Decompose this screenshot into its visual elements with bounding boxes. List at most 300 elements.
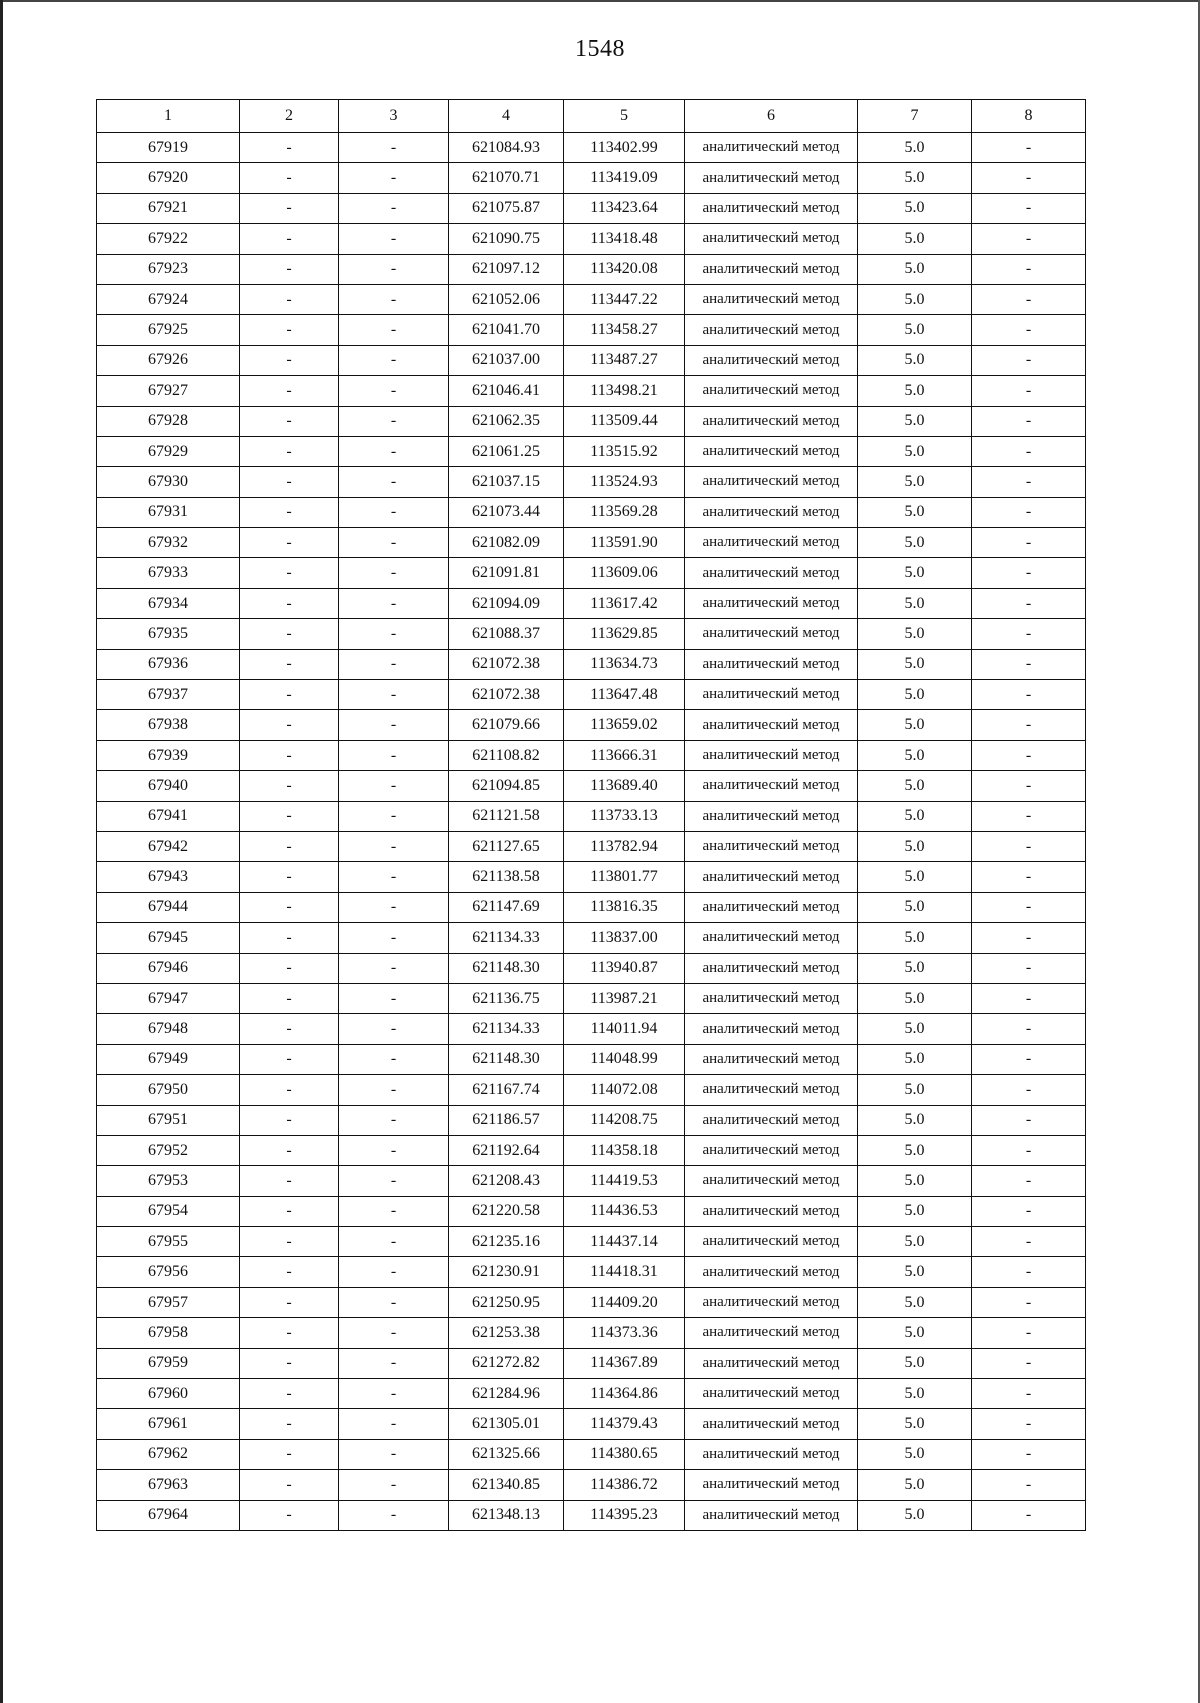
col8-cell: -	[972, 1439, 1086, 1469]
col3-cell: -	[339, 953, 449, 983]
col3-cell: -	[339, 133, 449, 163]
col2-cell: -	[240, 771, 339, 801]
col8-cell: -	[972, 1348, 1086, 1378]
col8-cell: -	[972, 1287, 1086, 1317]
table-row	[97, 376, 1086, 406]
x-coordinate-cell: 621235.16	[449, 1227, 564, 1257]
table-row	[97, 406, 1086, 436]
accuracy-cell: 5.0	[858, 224, 972, 254]
col3-cell: -	[339, 284, 449, 314]
col2-cell: -	[240, 983, 339, 1013]
y-coordinate-cell: 114373.36	[564, 1318, 685, 1348]
method-cell: аналитический метод	[685, 680, 858, 710]
accuracy-cell: 5.0	[858, 1044, 972, 1074]
col2-cell: -	[240, 345, 339, 375]
method-cell: аналитический метод	[685, 953, 858, 983]
col3-cell: -	[339, 649, 449, 679]
y-coordinate-cell: 114418.31	[564, 1257, 685, 1287]
col3-cell: -	[339, 740, 449, 770]
method-cell: аналитический метод	[685, 133, 858, 163]
table-row	[97, 345, 1086, 375]
x-coordinate-cell: 621272.82	[449, 1348, 564, 1378]
y-coordinate-cell: 114367.89	[564, 1348, 685, 1378]
col3-cell: -	[339, 588, 449, 618]
accuracy-cell: 5.0	[858, 1227, 972, 1257]
col3-cell: -	[339, 528, 449, 558]
col2-cell: -	[240, 284, 339, 314]
col3-cell: -	[339, 892, 449, 922]
col2-cell: -	[240, 315, 339, 345]
method-cell: аналитический метод	[685, 315, 858, 345]
column-header: 4	[449, 100, 564, 133]
col2-cell: -	[240, 801, 339, 831]
col3-cell: -	[339, 224, 449, 254]
col8-cell: -	[972, 983, 1086, 1013]
column-header: 2	[240, 100, 339, 133]
col2-cell: -	[240, 558, 339, 588]
point-number-cell: 67952	[97, 1135, 240, 1165]
col3-cell: -	[339, 467, 449, 497]
col8-cell: -	[972, 133, 1086, 163]
method-cell: аналитический метод	[685, 284, 858, 314]
accuracy-cell: 5.0	[858, 680, 972, 710]
method-cell: аналитический метод	[685, 376, 858, 406]
table-row	[97, 1318, 1086, 1348]
table-row	[97, 497, 1086, 527]
method-cell: аналитический метод	[685, 892, 858, 922]
col3-cell: -	[339, 1439, 449, 1469]
x-coordinate-cell: 621348.13	[449, 1500, 564, 1530]
col2-cell: -	[240, 831, 339, 861]
method-cell: аналитический метод	[685, 1287, 858, 1317]
table-row	[97, 1470, 1086, 1500]
col2-cell: -	[240, 1105, 339, 1135]
method-cell: аналитический метод	[685, 801, 858, 831]
point-number-cell: 67957	[97, 1287, 240, 1317]
method-cell: аналитический метод	[685, 1014, 858, 1044]
accuracy-cell: 5.0	[858, 649, 972, 679]
col2-cell: -	[240, 1470, 339, 1500]
col3-cell: -	[339, 1014, 449, 1044]
accuracy-cell: 5.0	[858, 133, 972, 163]
point-number-cell: 67943	[97, 862, 240, 892]
point-number-cell: 67964	[97, 1500, 240, 1530]
table-row	[97, 649, 1086, 679]
accuracy-cell: 5.0	[858, 1348, 972, 1378]
col8-cell: -	[972, 1257, 1086, 1287]
col3-cell: -	[339, 1227, 449, 1257]
col8-cell: -	[972, 528, 1086, 558]
y-coordinate-cell: 114011.94	[564, 1014, 685, 1044]
col3-cell: -	[339, 376, 449, 406]
method-cell: аналитический метод	[685, 1318, 858, 1348]
point-number-cell: 67919	[97, 133, 240, 163]
x-coordinate-cell: 621186.57	[449, 1105, 564, 1135]
col2-cell: -	[240, 649, 339, 679]
col8-cell: -	[972, 649, 1086, 679]
col3-cell: -	[339, 1257, 449, 1287]
y-coordinate-cell: 114437.14	[564, 1227, 685, 1257]
col8-cell: -	[972, 1196, 1086, 1226]
col3-cell: -	[339, 1379, 449, 1409]
x-coordinate-cell: 621148.30	[449, 953, 564, 983]
col8-cell: -	[972, 284, 1086, 314]
column-header: 8	[972, 100, 1086, 133]
accuracy-cell: 5.0	[858, 376, 972, 406]
method-cell: аналитический метод	[685, 1166, 858, 1196]
accuracy-cell: 5.0	[858, 1196, 972, 1226]
point-number-cell: 67951	[97, 1105, 240, 1135]
col3-cell: -	[339, 983, 449, 1013]
x-coordinate-cell: 621061.25	[449, 436, 564, 466]
col8-cell: -	[972, 1075, 1086, 1105]
accuracy-cell: 5.0	[858, 1166, 972, 1196]
y-coordinate-cell: 114395.23	[564, 1500, 685, 1530]
table-row	[97, 436, 1086, 466]
y-coordinate-cell: 113591.90	[564, 528, 685, 558]
x-coordinate-cell: 621147.69	[449, 892, 564, 922]
point-number-cell: 67948	[97, 1014, 240, 1044]
point-number-cell: 67929	[97, 436, 240, 466]
col3-cell: -	[339, 1075, 449, 1105]
col3-cell: -	[339, 1470, 449, 1500]
col8-cell: -	[972, 801, 1086, 831]
table-row	[97, 133, 1086, 163]
y-coordinate-cell: 113402.99	[564, 133, 685, 163]
accuracy-cell: 5.0	[858, 254, 972, 284]
y-coordinate-cell: 113629.85	[564, 619, 685, 649]
accuracy-cell: 5.0	[858, 892, 972, 922]
table-row	[97, 1166, 1086, 1196]
col3-cell: -	[339, 831, 449, 861]
table-row	[97, 528, 1086, 558]
table-row	[97, 892, 1086, 922]
col8-cell: -	[972, 497, 1086, 527]
col3-cell: -	[339, 193, 449, 223]
accuracy-cell: 5.0	[858, 771, 972, 801]
col8-cell: -	[972, 315, 1086, 345]
method-cell: аналитический метод	[685, 1257, 858, 1287]
table-row	[97, 193, 1086, 223]
point-number-cell: 67936	[97, 649, 240, 679]
table-row	[97, 1075, 1086, 1105]
x-coordinate-cell: 621108.82	[449, 740, 564, 770]
col8-cell: -	[972, 680, 1086, 710]
point-number-cell: 67926	[97, 345, 240, 375]
x-coordinate-cell: 621121.58	[449, 801, 564, 831]
col2-cell: -	[240, 1014, 339, 1044]
table-row	[97, 558, 1086, 588]
col8-cell: -	[972, 1409, 1086, 1439]
method-cell: аналитический метод	[685, 983, 858, 1013]
col3-cell: -	[339, 923, 449, 953]
col8-cell: -	[972, 953, 1086, 983]
table-row	[97, 801, 1086, 831]
col8-cell: -	[972, 1044, 1086, 1074]
col2-cell: -	[240, 406, 339, 436]
col8-cell: -	[972, 1014, 1086, 1044]
x-coordinate-cell: 621253.38	[449, 1318, 564, 1348]
y-coordinate-cell: 113423.64	[564, 193, 685, 223]
col2-cell: -	[240, 467, 339, 497]
method-cell: аналитический метод	[685, 619, 858, 649]
y-coordinate-cell: 114380.65	[564, 1439, 685, 1469]
method-cell: аналитический метод	[685, 558, 858, 588]
col2-cell: -	[240, 1135, 339, 1165]
point-number-cell: 67954	[97, 1196, 240, 1226]
col2-cell: -	[240, 923, 339, 953]
col8-cell: -	[972, 1135, 1086, 1165]
table-row	[97, 1379, 1086, 1409]
table-row	[97, 1257, 1086, 1287]
y-coordinate-cell: 113782.94	[564, 831, 685, 861]
x-coordinate-cell: 621091.81	[449, 558, 564, 588]
table-row	[97, 1439, 1086, 1469]
y-coordinate-cell: 113617.42	[564, 588, 685, 618]
point-number-cell: 67924	[97, 284, 240, 314]
col8-cell: -	[972, 436, 1086, 466]
accuracy-cell: 5.0	[858, 923, 972, 953]
y-coordinate-cell: 113487.27	[564, 345, 685, 375]
point-number-cell: 67962	[97, 1439, 240, 1469]
table-row	[97, 983, 1086, 1013]
method-cell: аналитический метод	[685, 1196, 858, 1226]
method-cell: аналитический метод	[685, 1500, 858, 1530]
accuracy-cell: 5.0	[858, 193, 972, 223]
x-coordinate-cell: 621192.64	[449, 1135, 564, 1165]
y-coordinate-cell: 113515.92	[564, 436, 685, 466]
point-number-cell: 67949	[97, 1044, 240, 1074]
point-number-cell: 67953	[97, 1166, 240, 1196]
x-coordinate-cell: 621250.95	[449, 1287, 564, 1317]
accuracy-cell: 5.0	[858, 619, 972, 649]
accuracy-cell: 5.0	[858, 740, 972, 770]
column-header: 1	[97, 100, 240, 133]
col8-cell: -	[972, 710, 1086, 740]
accuracy-cell: 5.0	[858, 345, 972, 375]
accuracy-cell: 5.0	[858, 801, 972, 831]
method-cell: аналитический метод	[685, 1105, 858, 1135]
col3-cell: -	[339, 254, 449, 284]
col3-cell: -	[339, 1348, 449, 1378]
table-row	[97, 619, 1086, 649]
accuracy-cell: 5.0	[858, 497, 972, 527]
y-coordinate-cell: 113609.06	[564, 558, 685, 588]
point-number-cell: 67923	[97, 254, 240, 284]
col8-cell: -	[972, 1470, 1086, 1500]
point-number-cell: 67945	[97, 923, 240, 953]
point-number-cell: 67932	[97, 528, 240, 558]
table-row	[97, 953, 1086, 983]
col2-cell: -	[240, 892, 339, 922]
accuracy-cell: 5.0	[858, 163, 972, 193]
col8-cell: -	[972, 467, 1086, 497]
table-row	[97, 1348, 1086, 1378]
method-cell: аналитический метод	[685, 1135, 858, 1165]
table-row	[97, 1409, 1086, 1439]
col3-cell: -	[339, 619, 449, 649]
method-cell: аналитический метод	[685, 497, 858, 527]
y-coordinate-cell: 113498.21	[564, 376, 685, 406]
method-cell: аналитический метод	[685, 710, 858, 740]
point-number-cell: 67921	[97, 193, 240, 223]
point-number-cell: 67958	[97, 1318, 240, 1348]
table-row	[97, 315, 1086, 345]
col3-cell: -	[339, 406, 449, 436]
table-row	[97, 588, 1086, 618]
col2-cell: -	[240, 953, 339, 983]
col3-cell: -	[339, 497, 449, 527]
y-coordinate-cell: 114379.43	[564, 1409, 685, 1439]
col2-cell: -	[240, 1044, 339, 1074]
x-coordinate-cell: 621046.41	[449, 376, 564, 406]
x-coordinate-cell: 621230.91	[449, 1257, 564, 1287]
y-coordinate-cell: 113666.31	[564, 740, 685, 770]
y-coordinate-cell: 113837.00	[564, 923, 685, 953]
col8-cell: -	[972, 376, 1086, 406]
col2-cell: -	[240, 1227, 339, 1257]
method-cell: аналитический метод	[685, 1348, 858, 1378]
x-coordinate-cell: 621325.66	[449, 1439, 564, 1469]
column-header: 5	[564, 100, 685, 133]
y-coordinate-cell: 113940.87	[564, 953, 685, 983]
x-coordinate-cell: 621134.33	[449, 923, 564, 953]
col8-cell: -	[972, 558, 1086, 588]
point-number-cell: 67931	[97, 497, 240, 527]
method-cell: аналитический метод	[685, 163, 858, 193]
col8-cell: -	[972, 619, 1086, 649]
x-coordinate-cell: 621138.58	[449, 862, 564, 892]
col3-cell: -	[339, 801, 449, 831]
accuracy-cell: 5.0	[858, 528, 972, 558]
y-coordinate-cell: 114072.08	[564, 1075, 685, 1105]
table-row	[97, 862, 1086, 892]
col2-cell: -	[240, 1318, 339, 1348]
y-coordinate-cell: 113447.22	[564, 284, 685, 314]
accuracy-cell: 5.0	[858, 953, 972, 983]
table-row	[97, 710, 1086, 740]
y-coordinate-cell: 113420.08	[564, 254, 685, 284]
col3-cell: -	[339, 862, 449, 892]
accuracy-cell: 5.0	[858, 1135, 972, 1165]
col3-cell: -	[339, 1196, 449, 1226]
accuracy-cell: 5.0	[858, 983, 972, 1013]
table-row	[97, 1227, 1086, 1257]
col8-cell: -	[972, 892, 1086, 922]
method-cell: аналитический метод	[685, 1409, 858, 1439]
x-coordinate-cell: 621090.75	[449, 224, 564, 254]
table-row	[97, 163, 1086, 193]
x-coordinate-cell: 621037.15	[449, 467, 564, 497]
col8-cell: -	[972, 588, 1086, 618]
point-number-cell: 67935	[97, 619, 240, 649]
method-cell: аналитический метод	[685, 588, 858, 618]
point-number-cell: 67940	[97, 771, 240, 801]
accuracy-cell: 5.0	[858, 284, 972, 314]
method-cell: аналитический метод	[685, 771, 858, 801]
y-coordinate-cell: 114358.18	[564, 1135, 685, 1165]
table-row	[97, 254, 1086, 284]
col2-cell: -	[240, 133, 339, 163]
col2-cell: -	[240, 1348, 339, 1378]
col2-cell: -	[240, 588, 339, 618]
col2-cell: -	[240, 254, 339, 284]
table-row	[97, 1287, 1086, 1317]
col8-cell: -	[972, 224, 1086, 254]
point-number-cell: 67956	[97, 1257, 240, 1287]
col3-cell: -	[339, 345, 449, 375]
method-cell: аналитический метод	[685, 345, 858, 375]
col2-cell: -	[240, 710, 339, 740]
y-coordinate-cell: 114048.99	[564, 1044, 685, 1074]
scan-edge-left	[0, 0, 3, 1703]
x-coordinate-cell: 621208.43	[449, 1166, 564, 1196]
col3-cell: -	[339, 680, 449, 710]
accuracy-cell: 5.0	[858, 1105, 972, 1135]
x-coordinate-cell: 621070.71	[449, 163, 564, 193]
scan-edge-top	[0, 0, 1200, 2]
col2-cell: -	[240, 862, 339, 892]
col8-cell: -	[972, 254, 1086, 284]
col3-cell: -	[339, 1044, 449, 1074]
method-cell: аналитический метод	[685, 528, 858, 558]
point-number-cell: 67950	[97, 1075, 240, 1105]
point-number-cell: 67927	[97, 376, 240, 406]
col3-cell: -	[339, 315, 449, 345]
col8-cell: -	[972, 831, 1086, 861]
col3-cell: -	[339, 1135, 449, 1165]
col3-cell: -	[339, 1166, 449, 1196]
col3-cell: -	[339, 436, 449, 466]
x-coordinate-cell: 621072.38	[449, 649, 564, 679]
method-cell: аналитический метод	[685, 1439, 858, 1469]
col2-cell: -	[240, 193, 339, 223]
col3-cell: -	[339, 710, 449, 740]
col2-cell: -	[240, 497, 339, 527]
y-coordinate-cell: 113659.02	[564, 710, 685, 740]
col2-cell: -	[240, 376, 339, 406]
col2-cell: -	[240, 1075, 339, 1105]
method-cell: аналитический метод	[685, 436, 858, 466]
col3-cell: -	[339, 558, 449, 588]
x-coordinate-cell: 621305.01	[449, 1409, 564, 1439]
method-cell: аналитический метод	[685, 1227, 858, 1257]
coordinates-table	[96, 99, 1086, 1531]
point-number-cell: 67959	[97, 1348, 240, 1378]
point-number-cell: 67938	[97, 710, 240, 740]
table-row	[97, 923, 1086, 953]
table-header-row	[97, 100, 1086, 133]
y-coordinate-cell: 113689.40	[564, 771, 685, 801]
y-coordinate-cell: 113418.48	[564, 224, 685, 254]
x-coordinate-cell: 621127.65	[449, 831, 564, 861]
point-number-cell: 67947	[97, 983, 240, 1013]
col8-cell: -	[972, 1500, 1086, 1530]
table-row	[97, 771, 1086, 801]
y-coordinate-cell: 113524.93	[564, 467, 685, 497]
x-coordinate-cell: 621084.93	[449, 133, 564, 163]
method-cell: аналитический метод	[685, 862, 858, 892]
table-body	[97, 133, 1086, 1531]
col2-cell: -	[240, 1500, 339, 1530]
col3-cell: -	[339, 771, 449, 801]
y-coordinate-cell: 114386.72	[564, 1470, 685, 1500]
col3-cell: -	[339, 1409, 449, 1439]
table-row	[97, 1105, 1086, 1135]
col2-cell: -	[240, 1287, 339, 1317]
accuracy-cell: 5.0	[858, 406, 972, 436]
method-cell: аналитический метод	[685, 1379, 858, 1409]
